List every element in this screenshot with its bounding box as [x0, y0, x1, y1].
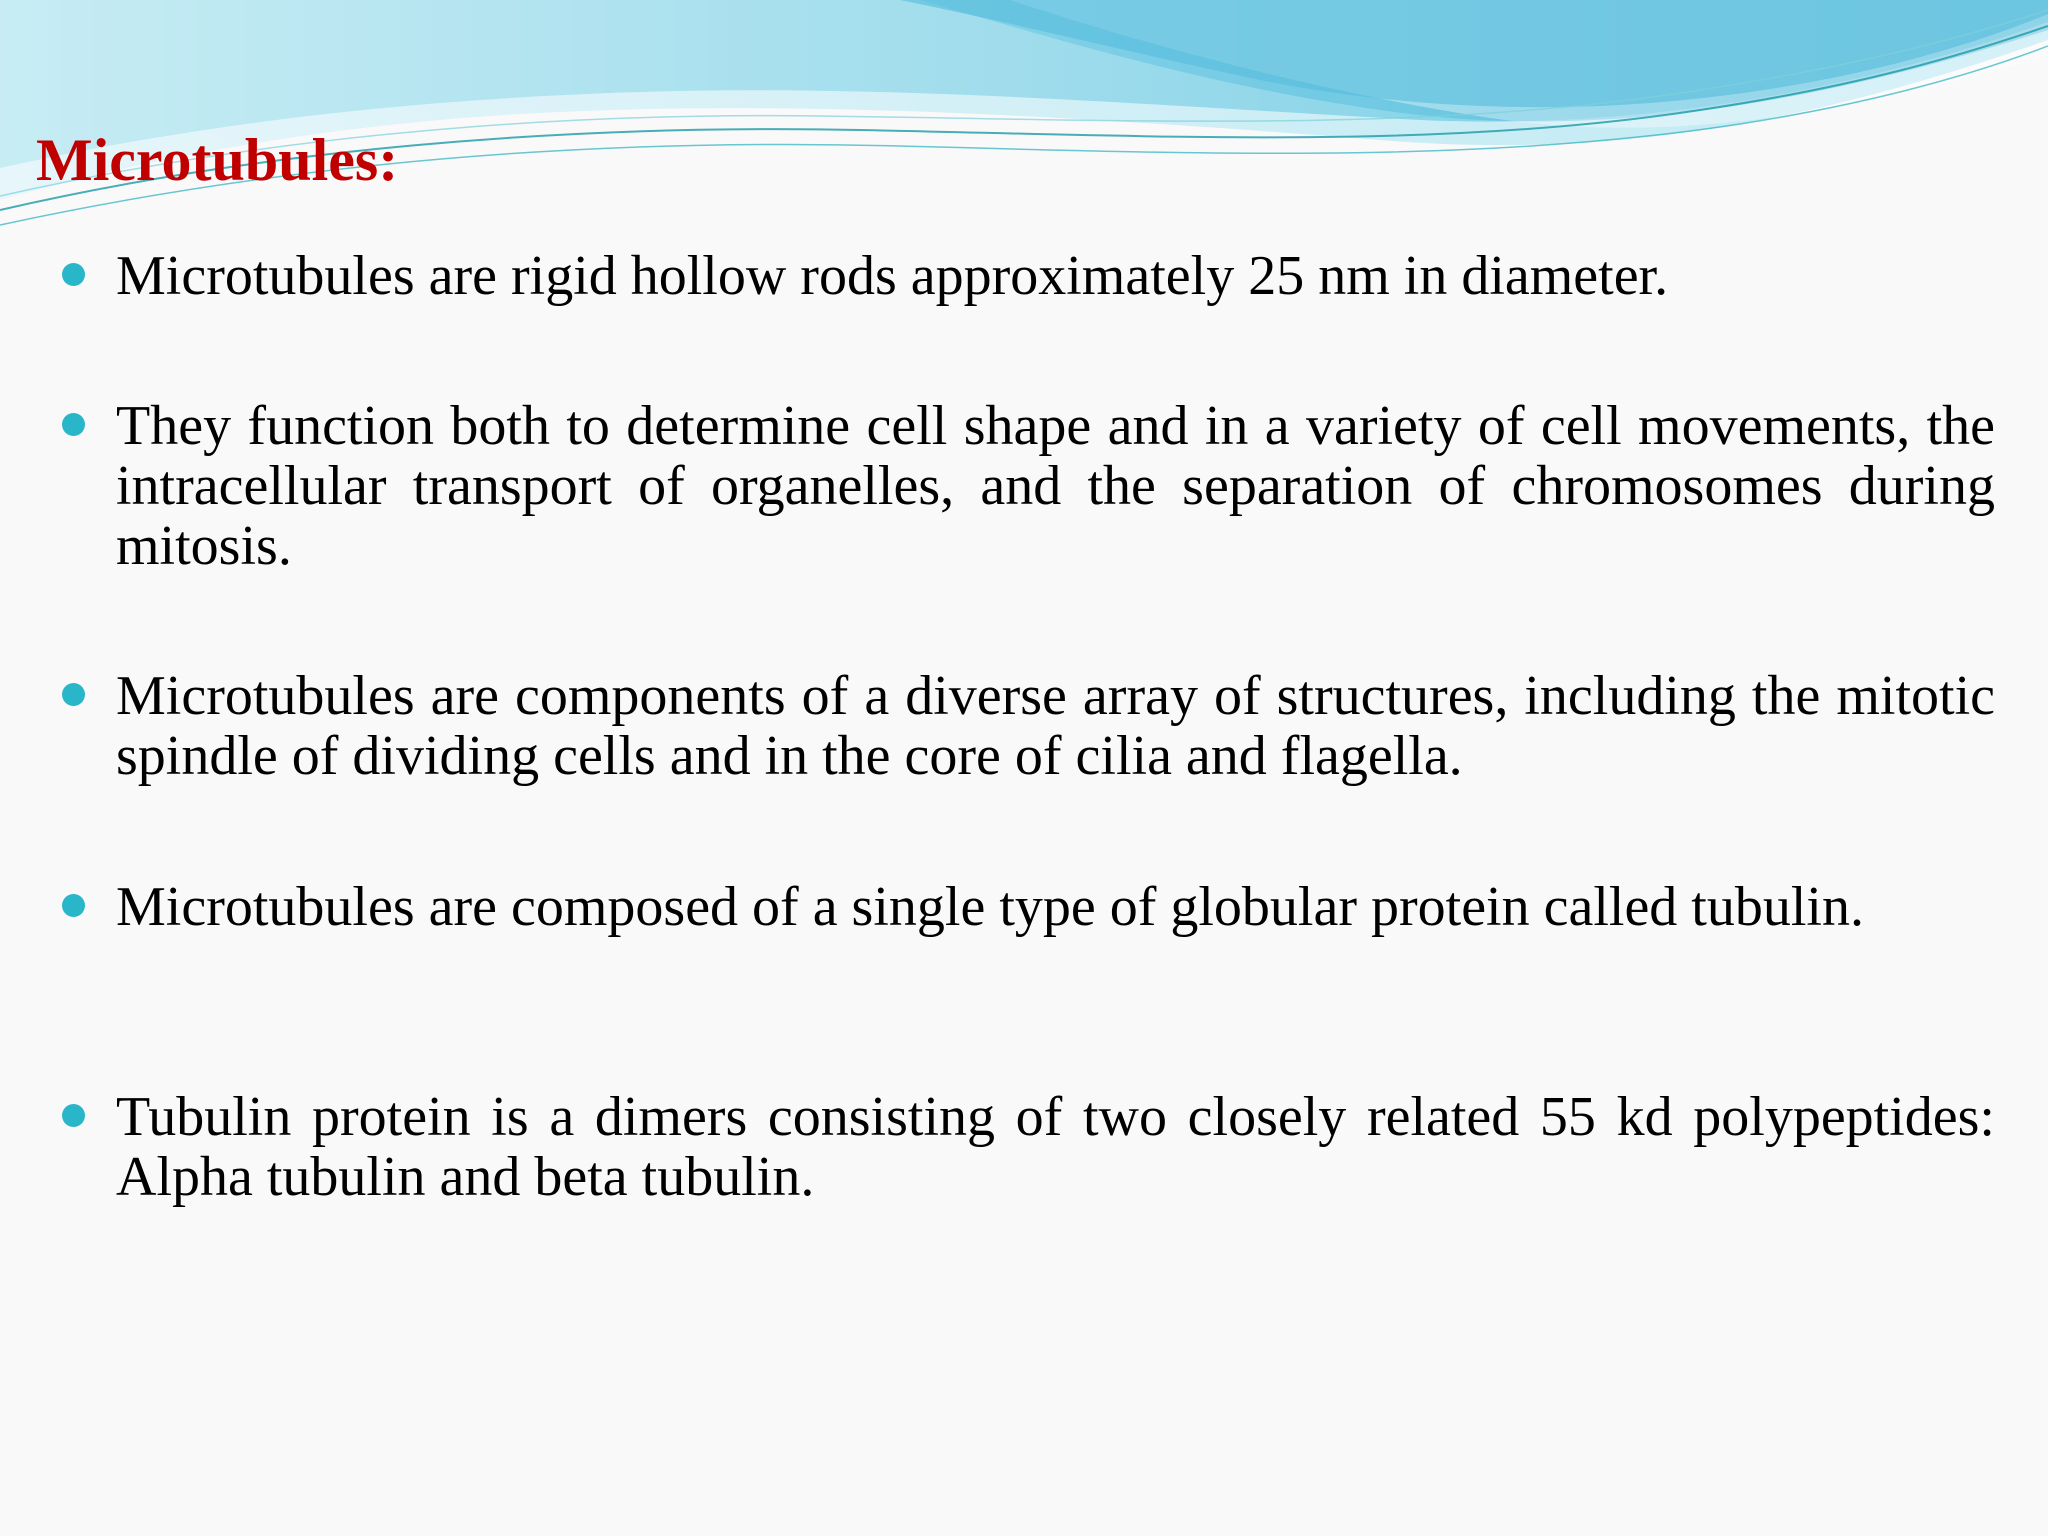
bullet-item — [116, 877, 1995, 937]
bullet-text: Microtubules are components of a diverse array of structures, including the mitotic spindle of dividing cells and in the core of cilia and flagella. — [116, 665, 1995, 787]
bullet-text: They function both to determine cell shape and in a variety of cell movements, the intracellular transport of organelles, and the separation of chromosomes during mitosis. — [116, 395, 1995, 577]
bullet-dot-icon — [62, 413, 85, 436]
bullet-text: Microtubules are rigid hollow rods approximately 25 nm in diameter. — [116, 245, 1669, 307]
bullet-dot-icon — [62, 683, 85, 706]
bullet-item — [116, 666, 1995, 786]
bullet-item — [116, 396, 1995, 576]
bullet-text: Tubulin protein is a dimers consisting of two closely related 55 kd polypeptides: Alpha tubulin and beta tubulin. — [116, 1086, 1995, 1208]
bullet-item — [116, 246, 1995, 306]
bullet-item — [116, 1087, 1995, 1207]
bullet-dot-icon — [62, 894, 85, 917]
bullet-dot-icon — [62, 1104, 85, 1127]
bullet-dot-icon — [62, 263, 85, 286]
slide-title: Microtubules: — [36, 127, 399, 193]
bullet-text: Microtubules are composed of a single type of globular protein called tubulin. — [116, 876, 1864, 938]
